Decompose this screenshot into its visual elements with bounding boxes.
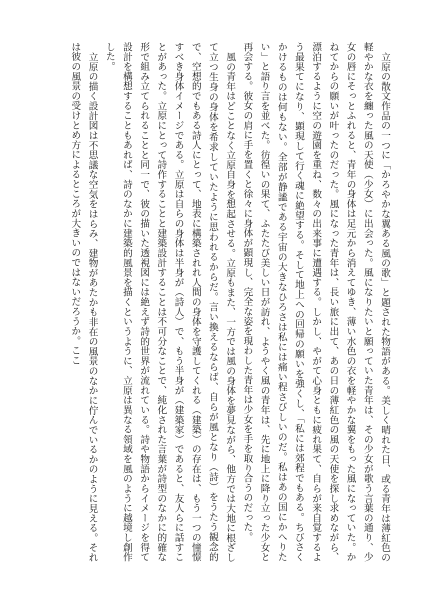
paragraph-2: 風の青年はどことなく立原自身を想起させる。立原もまた、一方では風の身体を夢見ながら、他方では大地に根ざして立つ生身の身体を希求していたように思われるからだ。言い換えるならば、自らが風となり（詩）をうたう観念的で、空想的でもある詩人にとって、地表に構築されれ人間の身体を守護してくれる（建築）の存在は、もう一つの憧憬すべき身体イメージである。立原は自らの身体は半身が（詩人）で、もう半身が（建築家）であると、友人らに話すことがあった。立原にとって詩作することと建築設計することは不可分なことで、純化された言葉が詩型のなかに的確な形で組み立てられることと同一で、彼の描いた透視図には絶えず詩的世界が流れている。詩や物語からイメージを得て設計を構想することもあれば、詩のなかに建築的風景を描くというように、立原は異なる領域を風のように越境し創作した。 xyxy=(103,42,236,562)
paragraph-3: 立原の描く設計図は不思議な空気をはらみ、建物があたかも非在の風景のなかに佇んでいるかのように見える。それは彼の風景の受けとめ方によるところが大きいのではないだろうか。ここ xyxy=(69,42,98,562)
vertical-text-body xyxy=(23,42,393,562)
paragraph-1: 立原の散文作品の一つに「かろやかな翼ある風の歌」と題された物語がある。美しく晴れた日、或る青年は薄紅色の軽やかな衣を纏った風の天使（少女）に出会った。風になりたいと願っていた青年は、その少女が歌う言葉の通り、少女の唇にそっとふれると、青年の身体は足元から消えてゆき、薄い水色の衣を軽やかな翼をもった風になっていた。かねてからの願いが叶ったのだった。風になった青年は、長い旅に出て、あの日の薄紅色の風の天使を探し求めながら、漂泊するように空の遊園を重ね、数々の出来事に遭遇する。しかし、やがて心身ともに疲れ果て、自らが来自覚するよう最果てになり、顕現して行く魂に絶望する。そして地上への回帰の願いを強くし、「私には郊程でもある。ちびさくかけるものは何もない。全部が静謐である宇宙の大きなひろさは私には痛い程さびしいのだ。私はあの国にかへりたい」と語り言を並べた。彷徨いの果て、ふたたび美しい日が訪れ、ようやく風の青年は、先に地上に降り立った少女と再会する。彼女の肩に手を置くと徐々に身体が顕現し、完全な姿を現わした青年は少女を手を取り合うのだった。 xyxy=(241,42,390,562)
